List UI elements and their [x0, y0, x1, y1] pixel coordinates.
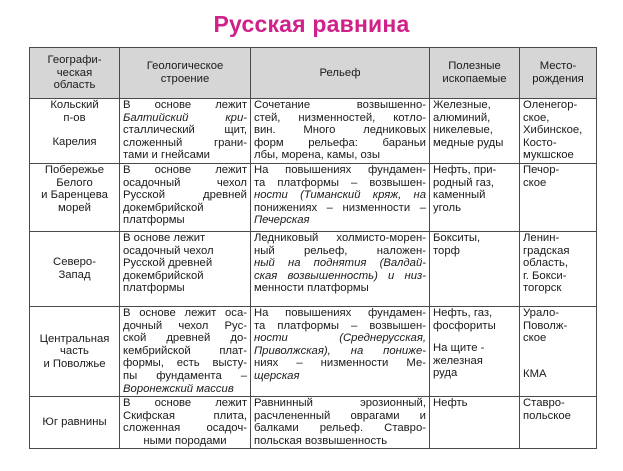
- table-row: [30, 397, 597, 449]
- table-row: [30, 232, 597, 307]
- minerals-cell: Нефть, газ, фосфориты На щите - железная руда: [430, 307, 520, 397]
- table-row: [30, 99, 597, 164]
- page-title: Русская равнина: [213, 11, 410, 37]
- relief-cell: На повышениях фундамен- та платформы – возвышен- ности (Среднерусская, Приволжская), на пониже- ниях – низменности Ме- щерская: [251, 307, 430, 397]
- deposits-cell: Оленегор- ское, Хибинское, Косто- мукшское: [520, 99, 597, 164]
- header-region: Географи- ческая область: [30, 48, 120, 99]
- russian-plain-table: [29, 47, 597, 449]
- geology-cell: В основе лежит Скифская плита, сложенная осадоч- ными породами: [120, 397, 251, 449]
- region-cell: Центральная часть и Поволжье: [30, 307, 120, 397]
- table-header-row: [30, 48, 597, 99]
- header-minerals: Полезные ископаемые: [430, 48, 520, 99]
- region-cell: Побережье Белого и Баренцева морей: [30, 164, 120, 232]
- table-row: [30, 307, 597, 397]
- minerals-cell: Нефть: [430, 397, 520, 449]
- header-relief: Рельеф: [251, 48, 430, 99]
- deposits-cell: Печор- ское: [520, 164, 597, 232]
- region-cell: Кольский п-ов Карелия: [30, 99, 120, 164]
- deposits-cell: Ставро- польское: [520, 397, 597, 449]
- minerals-cell: Железные, алюминий, никелевые, медные руды: [430, 99, 520, 164]
- geology-cell: В основе лежит осадочный чехол Русской древней докембрийской платформы: [120, 164, 251, 232]
- relief-cell: На повышениях фундамен- та платформы – возвышен- ности (Тиманский кряж, на понижениях – низменности – Печерская: [251, 164, 430, 232]
- minerals-cell: Нефть, при- родный газ, каменный уголь: [430, 164, 520, 232]
- region-cell: Юг равнины: [30, 397, 120, 449]
- region-cell: Северо- Запад: [30, 232, 120, 307]
- deposits-cell: Ленин- градская область, г. Бокси- тогорск: [520, 232, 597, 307]
- relief-cell: Сочетание возвышенно- стей, низменностей, котло- вин. Много ледниковых форм рельефа: бараньи лбы, морена, камы, озы: [251, 99, 430, 164]
- relief-cell: Ледниковый холмисто-морен- ный рельеф, наложен- ный на поднятия (Валдай- ская возвышенность) и низ- менности платформы: [251, 232, 430, 307]
- minerals-cell: Бокситы, торф: [430, 232, 520, 307]
- geology-cell: В основе лежит Балтийский кри- сталлический щит, сложенный грани- тами и гнейсами: [120, 99, 251, 164]
- geology-cell: В основе лежит осадочный чехол Русской древней докембрийской платформы: [120, 232, 251, 307]
- header-deposits: Место- рождения: [520, 48, 597, 99]
- header-geology: Геологическое строение: [120, 48, 251, 99]
- relief-cell: Равнинный эрозионный, расчлененный оврагами и балками рельеф. Ставро- польская возвышенность: [251, 397, 430, 449]
- geology-cell: В основе лежит оса- дочный чехол Рус- ской древней до- кембрийской плат- формы, есть высту- пы фундамента – Воронежский массив: [120, 307, 251, 397]
- table-row: [30, 164, 597, 232]
- deposits-cell: Урало- Поволж- ское КМА: [520, 307, 597, 397]
